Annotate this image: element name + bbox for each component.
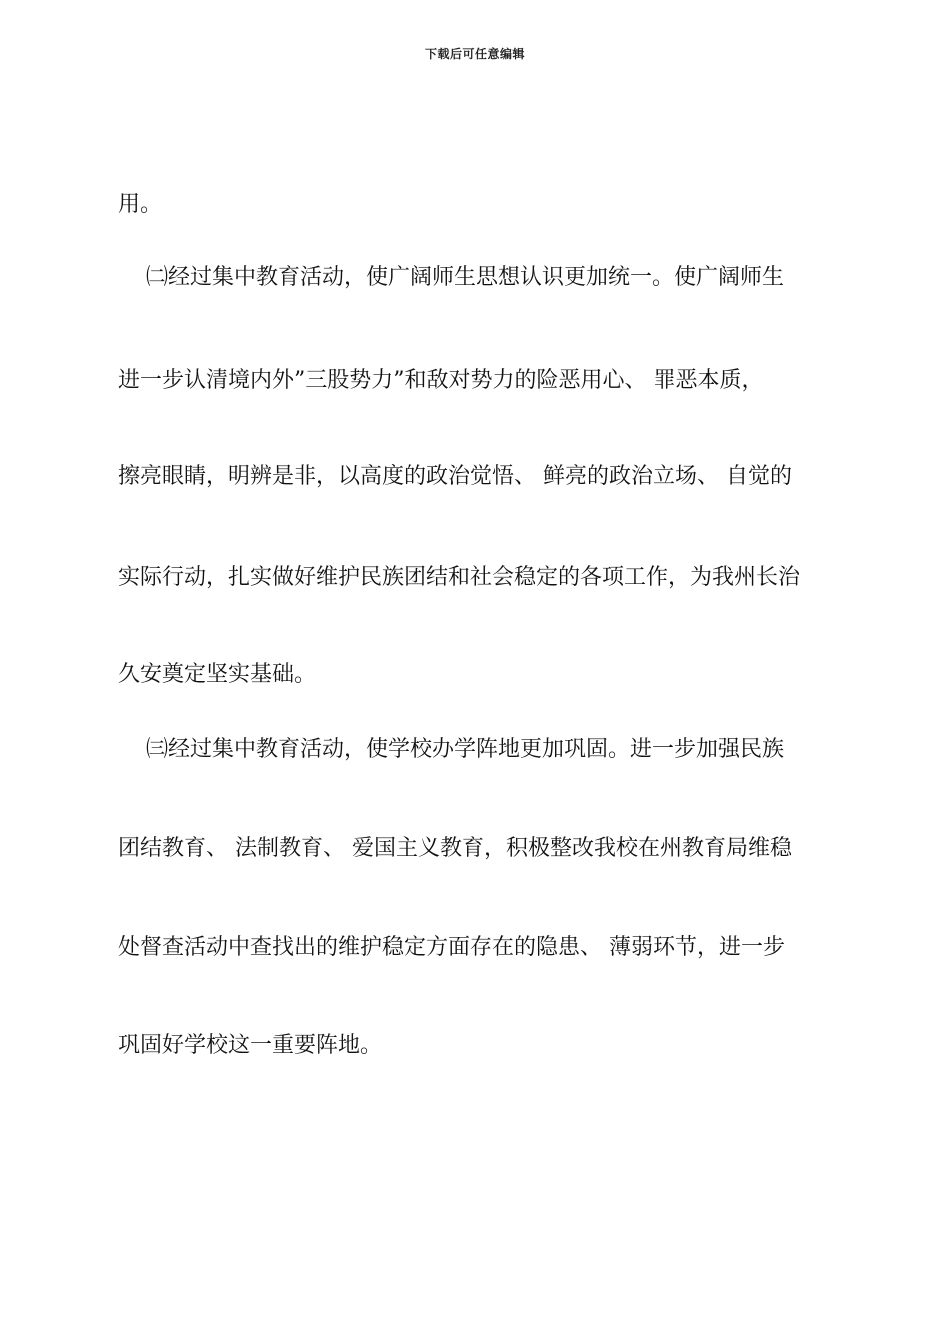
text-line: 巩固好学校这一重要阵地。 (118, 1033, 383, 1058)
text-line: 实际行动，扎实做好维护民族团结和社会稳定的各项工作，为我州长治 (118, 565, 801, 590)
text-line: 擦亮眼睛，明辨是非，以高度的政治觉悟、 鲜亮的政治立场、 自觉的 (118, 464, 792, 489)
text-line: 用。 (118, 192, 163, 217)
text-line: 久安奠定坚实基础。 (118, 662, 317, 687)
page-header: 下载后可任意编辑 (424, 47, 525, 61)
text-line: 团结教育、 法制教育、 爱国主义教育，积极整改我校在州教育局维稳 (118, 836, 792, 861)
text-line: 进一步认清境内外”三股势力”和敌对势力的险恶用心、 罪恶本质， (118, 368, 764, 393)
text-line: ㈡经过集中教育活动，使广阔师生思想认识更加统一。使广阔师生 (118, 265, 784, 290)
text-line: ㈢经过集中教育活动，使学校办学阵地更加巩固。进一步加强民族 (118, 737, 784, 762)
text-line: 处督查活动中查找出的维护稳定方面存在的隐患、 薄弱环节，进一步 (118, 935, 785, 960)
